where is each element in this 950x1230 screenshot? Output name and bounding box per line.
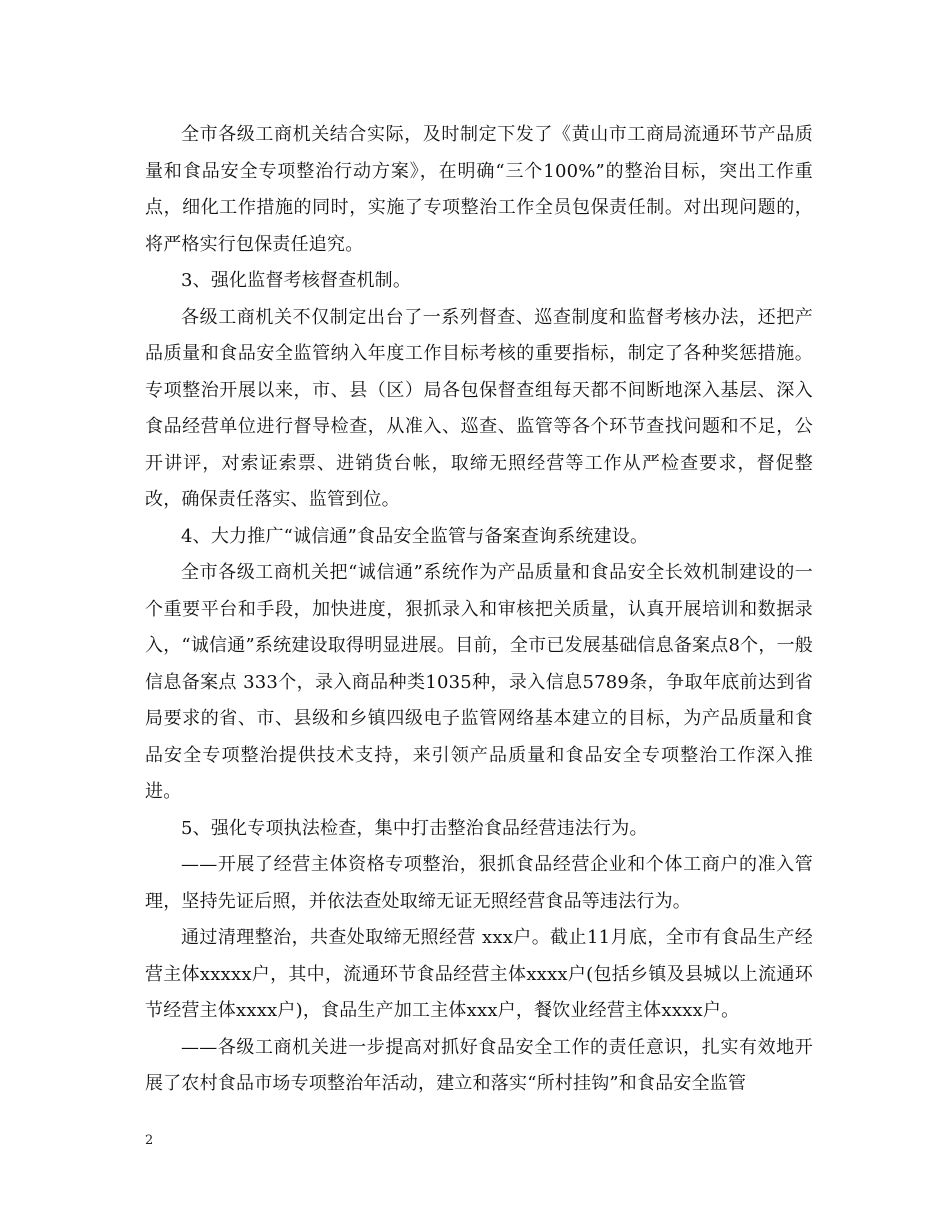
heading-supervision-mechanism: 3、强化监督考核督查机制。 (181, 270, 412, 291)
heading-law-enforcement: 5、强化专项执法检查，集中打击整治食品经营违法行为。 (181, 817, 648, 839)
paragraph-supervision-details: 各级工商机关不仅制定出台了一系列督查、巡查制度和监督考核办法，还把产品质量和食品安全监管纳入年度工作目标考核的重要指标，制定了各种奖惩措施。专项整治开展以来，市、县（区）局各包保督查组每天都不间断地深入基层、深入食品经营单位进行督导检查，从准入、巡查、监管等各个环节查找问题和不足，公开讲评，对索证索票、进销货台帐，取缔无照经营等工作从严检查要求，督促整改，确保责任落实、监管到位。 (145, 306, 813, 510)
paragraph-rural-food-market: ——各级工商机关进一步提高对抓好食品安全工作的责任意识，扎实有效地开展了农村食品市场专项整治年活动，建立和落实“所村挂钩”和食品安全监管 (145, 1036, 813, 1094)
paragraph-responsibility-system: 全市各级工商机关结合实际，及时制定下发了《黄山市工商局流通环节产品质量和食品安全专项整治行动方案》，在明确“三个100%”的整治目标，突出工作重点，细化工作措施的同时，实施了专项整治工作全员包保责任制。对出现问题的，将严格实行包保责任追究。 (145, 124, 813, 255)
paragraph-qualification-rectification: ——开展了经营主体资格专项整治，狠抓食品经营企业和个体工商户的准入管理，坚持先证后照，并依法查处取缔无证无照经营食品等违法行为。 (145, 854, 813, 912)
heading-chengxintong-system: 4、大力推广“诚信通”食品安全监管与备案查询系统建设。 (181, 525, 649, 547)
page-number: 2 (145, 1133, 154, 1148)
paragraph-chengxintong-progress: 全市各级工商机关把“诚信通”系统作为产品质量和食品安全长效机制建设的一个重要平台和手段，加快进度，狠抓录入和审核把关质量，认真开展培训和数据录入，“诚信通”系统建设取得明显进展。目前，全市已发展基础信息备案点8个，一般信息备案点 333个，录入商品种类1035种，录入信息5789条，争取年底前达到省局要求的省、市、县级和乡镇四级电子监管网络基本建立的目标，为产品质量和食品安全专项整治提供技术支持，来引领产品质量和食品安全专项整治工作深入推进。 (145, 562, 813, 802)
document-body (145, 117, 813, 1103)
paragraph-rectification-statistics: 通过清理整治，共查处取缔无照经营 xxx户。截止11月底，全市有食品生产经营主体xxxxx户，其中，流通环节食品经营主体xxxx户(包括乡镇及县城以上流通环节经营主体xxxx户)，食品生产加工主体xxx户，餐饮业经营主体xxxx户。 (145, 927, 813, 1021)
